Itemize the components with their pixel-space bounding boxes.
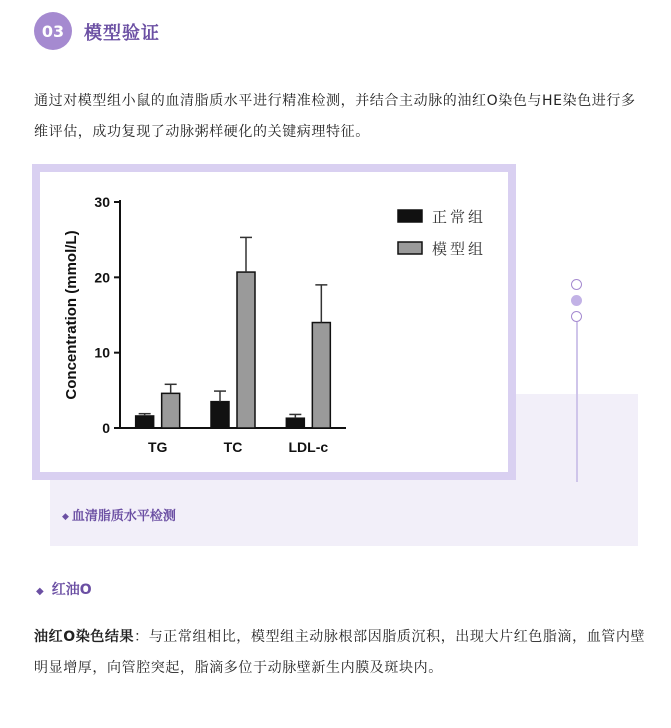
chart-caption-text: 血清脂质水平检测 [71, 509, 176, 524]
decorative-dot-icon [571, 295, 582, 306]
decorative-timeline-line [576, 322, 578, 482]
legend-swatch [398, 242, 422, 254]
result-paragraph [34, 622, 646, 684]
legend-label: 正常组 [432, 208, 487, 226]
decorative-dot-icon [571, 311, 582, 322]
legend-label: 模型组 [432, 240, 487, 258]
x-tick-label: TC [223, 439, 243, 455]
decorative-dot-icon [571, 279, 582, 290]
x-tick-label: TG [147, 439, 168, 455]
legend-swatch [398, 210, 422, 222]
y-tick-label: 20 [94, 269, 110, 286]
diamond-icon: ◆ [36, 586, 44, 597]
bar-TG-1 [162, 393, 180, 428]
result-lead: 油红O染色结果 [34, 629, 135, 645]
section-number-badge: 03 [34, 12, 72, 50]
section-title: 模型验证 [84, 23, 160, 44]
bar-LDL-c-0 [286, 418, 304, 428]
subsection-heading-text: 红油O [51, 582, 92, 598]
result-text: ：与正常组相比，模型组主动脉根部因脂质沉积，出现大片红色脂滴，血管内壁明显增厚，向管腔突起，脂滴多位于动脉壁新生内膜及斑块内。 [34, 629, 646, 676]
bar-TC-0 [211, 402, 229, 428]
y-tick-label: 10 [94, 344, 110, 361]
chart-area [40, 172, 508, 472]
bar-TG-0 [136, 416, 154, 428]
diamond-icon: ◆ [62, 512, 69, 522]
chart-caption [62, 505, 176, 524]
subsection-heading [36, 579, 92, 599]
bar-LDL-c-1 [312, 323, 330, 428]
intro-paragraph: 通过对模型组小鼠的血清脂质水平进行精准检测，并结合主动脉的油红O染色与HE染色进行多维评估，成功复现了动脉粥样硬化的关键病理特征。 [34, 93, 636, 140]
bar-chart [40, 172, 508, 472]
y-tick-label: 0 [102, 420, 110, 436]
bar-TC-1 [237, 272, 255, 428]
chart-frame [32, 164, 516, 480]
y-tick-label: 30 [94, 194, 110, 210]
x-tick-label: LDL-c [288, 439, 329, 455]
y-axis-label: Concentration (mmol/L) [63, 230, 80, 400]
